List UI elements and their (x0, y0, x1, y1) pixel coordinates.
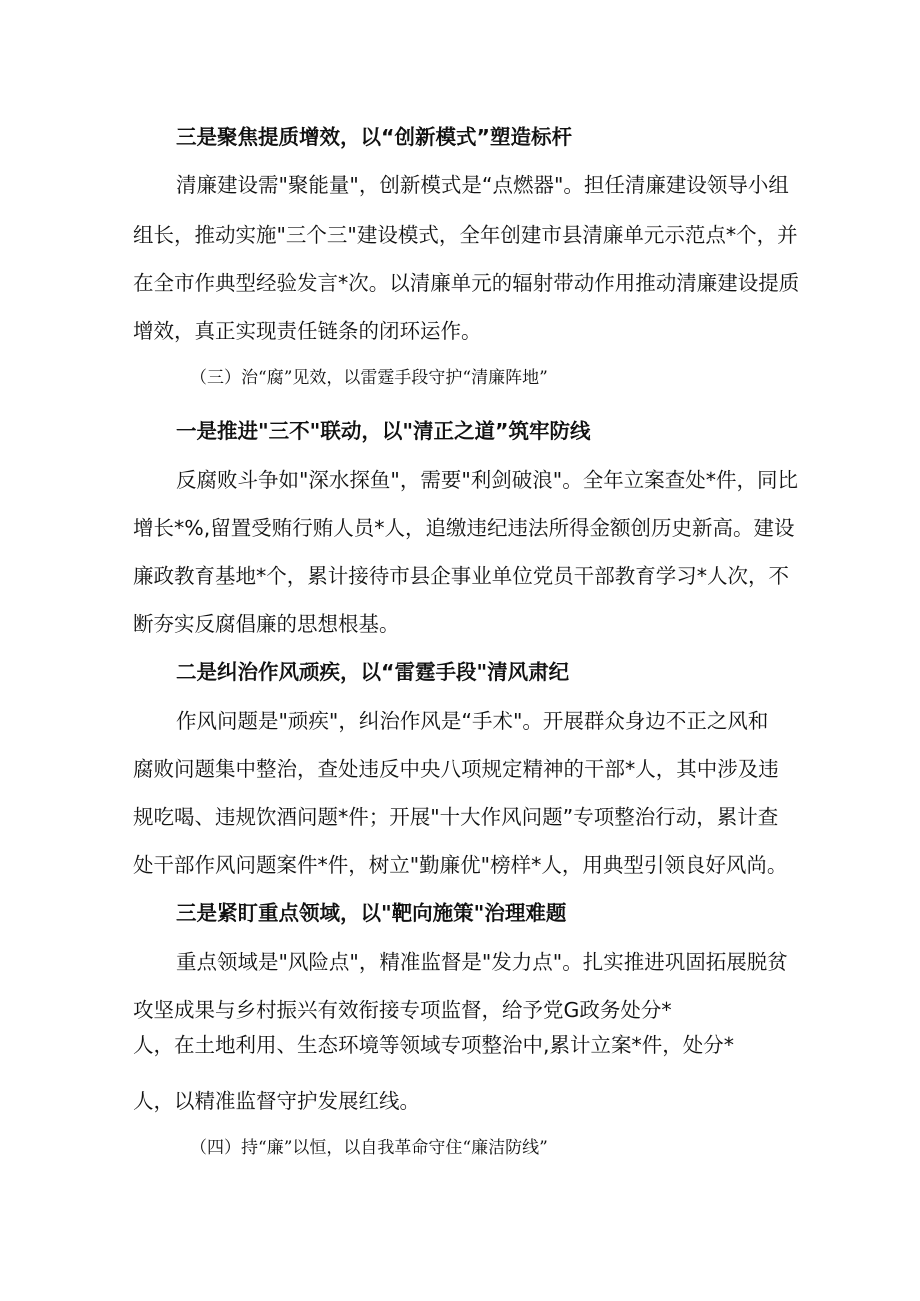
paragraph-line: 组长，推动实施"三个三"建设模式，全年创建市县清廉单元示范点*个，并 (133, 223, 798, 247)
section-heading-three: （三）治“腐”见效，以雷霆手段守护“清廉阵地” (190, 368, 548, 388)
paragraph-line: 处干部作风问题案件*件，树立"勤廉优"榜样*人，用典型引领良好风尚。 (133, 853, 788, 877)
paragraph-line: 人，以精准监督守护发展红线。 (133, 1089, 420, 1113)
paragraph-line: 增长*%,留置受贿行贿人员*人，追缴违纪违法所得金额创历史新高。建设 (133, 516, 795, 540)
paragraph-line: 增效，真正实现责任链条的闭环运作。 (133, 319, 482, 343)
paragraph-line: 清廉建设需"聚能量"，创新模式是“点燃器"。担任清廉建设领导小组 (176, 173, 789, 197)
paragraph-line: 反腐败斗争如"深水探鱼"，需要"利剑破浪"。全年立案查处*件，同比 (176, 468, 798, 492)
paragraph-line: 作风问题是"顽疾"，纠治作风是“手术"。开展群众身边不正之风和 (176, 709, 769, 733)
paragraph-line: 攻坚成果与乡村振兴有效衔接专项监督，给予党G政务处分* (133, 998, 672, 1022)
heading-innovation-model: 三是聚焦提质增效，以“创新模式”塑造标杆 (176, 125, 572, 149)
paragraph-line: 规吃喝、违规饮酒问题*件；开展"十大作风问题”专项整治行动，累计查 (133, 805, 779, 829)
section-heading-four: （四）持“廉”以恒，以自我革命守住“廉洁防线” (190, 1138, 548, 1158)
heading-work-style: 二是纠治作风顽疾，以“雷霆手段"清风肃纪 (176, 660, 570, 684)
paragraph-line: 重点领域是"风险点"，精准监督是"发力点"。扎实推进巩固拓展脱贫 (176, 950, 788, 974)
heading-three-no-linkage: 一是推进"三不"联动，以"清正之道”筑牢防线 (176, 419, 591, 443)
paragraph-line: 人，在土地利用、生态环境等领域专项整治中,累计立案*件，处分* (133, 1033, 735, 1057)
paragraph-line: 廉政教育基地*个，累计接待市县企事业单位党员干部教育学习*人次，不 (133, 564, 789, 588)
paragraph-line: 在全市作典型经验发言*次。以清廉单元的辐射带动作用推动清廉建设提质 (133, 271, 800, 295)
paragraph-line: 断夯实反腐倡廉的思想根基。 (133, 612, 400, 636)
paragraph-line: 腐败问题集中整治，查处违反中央八项规定精神的干部*人，其中涉及违 (133, 757, 779, 781)
heading-key-areas: 三是紧盯重点领域，以"靶向施策"治理难题 (176, 901, 567, 925)
